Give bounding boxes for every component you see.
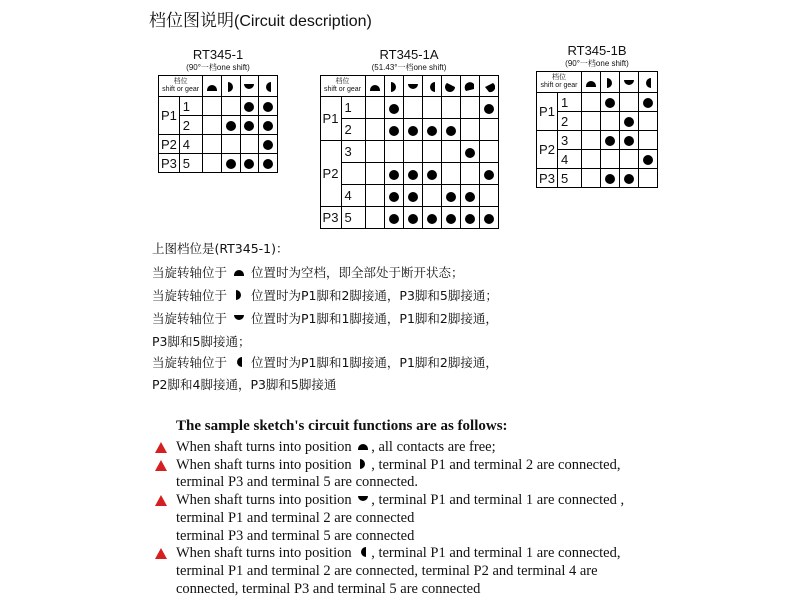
position-2-icon: [233, 289, 245, 301]
contact-cell: [441, 163, 460, 185]
position-3-icon: [233, 312, 245, 324]
en-item-2: [176, 457, 620, 473]
table-rt345-1b: [535, 44, 659, 188]
shaft-position-s1-icon: [206, 81, 218, 93]
table-row: [320, 97, 498, 119]
contact-dot: [624, 136, 634, 146]
cn-text: 当旋转轴位于: [152, 265, 228, 280]
contact-cell: [582, 93, 601, 112]
contact-dot: [465, 192, 475, 202]
table-name: RT345-1A: [379, 47, 439, 62]
contact-cell: [582, 169, 601, 188]
shaft-position-s4-icon: [642, 77, 654, 89]
shaft-position-s2-icon: [388, 81, 400, 93]
contact-dot: [263, 140, 273, 150]
table-row: [537, 131, 658, 150]
terminal-group-cell: P1: [159, 97, 180, 135]
en-item-2-cont: terminal P3 and terminal 5 are connected.: [176, 474, 418, 490]
table-subtitle: (90°一档one shift): [186, 63, 250, 72]
warning-triangle-icon: [155, 548, 167, 559]
contact-cell: [620, 169, 639, 188]
shaft-position-s3-icon: [407, 81, 419, 93]
contact-dot: [605, 136, 615, 146]
contact-cell: [582, 131, 601, 150]
contact-cell: [422, 163, 441, 185]
contact-cell: [422, 97, 441, 119]
terminal-group-cell: P1: [537, 93, 558, 131]
contact-cell: [403, 163, 422, 185]
symbol-cell: [601, 72, 620, 93]
header-cn: 档位: [173, 78, 188, 85]
contact-cell: [203, 97, 222, 116]
contact-dot: [263, 159, 273, 169]
position-4-icon: [357, 546, 369, 558]
terminal-group-cell: P3: [320, 207, 341, 229]
terminal-pos-cell: 4: [558, 150, 582, 169]
en-item-4-cont: terminal P1 and terminal 2 are connected, terminal P2 and terminal 4 are: [176, 563, 598, 579]
contact-cell: [479, 97, 498, 119]
contact-cell: [620, 131, 639, 150]
contact-dot: [446, 214, 456, 224]
contact-cell: [384, 163, 403, 185]
contact-cell: [479, 119, 498, 141]
contact-cell: [403, 141, 422, 163]
terminal-pos-cell: 5: [341, 207, 365, 229]
switch-table: [536, 71, 658, 188]
cn-line-5: P3脚和5脚接通；: [152, 334, 251, 349]
cn-line-4: [152, 311, 498, 326]
cn-text: 当旋转轴位于: [152, 288, 228, 303]
contact-cell: [240, 154, 259, 173]
contact-dot: [484, 170, 494, 180]
contact-dot: [624, 174, 634, 184]
shaft-position-s5-icon: [445, 81, 457, 93]
symbol-cell: [365, 76, 384, 97]
cn-line-3: [152, 288, 498, 303]
contact-cell: [639, 131, 658, 150]
en-text: , terminal P1 and terminal 2 are connected,: [371, 457, 621, 473]
table-subtitle: (51.43°一档one shift): [371, 63, 447, 72]
position-2-icon: [357, 458, 369, 470]
contact-dot: [389, 170, 399, 180]
terminal-pos-cell: 1: [179, 97, 202, 116]
shaft-position-s7-icon: [483, 81, 495, 93]
en-item-4: [176, 545, 620, 561]
contact-cell: [460, 141, 479, 163]
warning-triangle-icon: [155, 460, 167, 471]
terminal-group-cell: P2: [537, 131, 558, 169]
contact-cell: [479, 207, 498, 229]
cn-line-2: [152, 265, 464, 280]
terminal-pos-cell: 5: [558, 169, 582, 188]
cn-line-7: P2脚和4脚接通，P3脚和5脚接通: [152, 377, 337, 392]
contact-cell: [422, 141, 441, 163]
contact-dot: [624, 117, 634, 127]
en-text: When shaft turns into position: [176, 457, 352, 473]
warning-triangle-icon: [155, 442, 167, 453]
contact-dot: [389, 214, 399, 224]
contact-cell: [479, 163, 498, 185]
terminal-pos-cell: 1: [558, 93, 582, 112]
contact-cell: [460, 185, 479, 207]
contact-cell: [403, 97, 422, 119]
contact-cell: [203, 135, 222, 154]
en-text: When shaft turns into position: [176, 492, 352, 508]
contact-cell: [422, 207, 441, 229]
contact-cell: [441, 141, 460, 163]
contact-cell: [422, 185, 441, 207]
contact-cell: [620, 150, 639, 169]
contact-cell: [601, 169, 620, 188]
terminal-pos-cell: 3: [341, 141, 365, 163]
shaft-position-s4-icon: [426, 81, 438, 93]
header-cell: [537, 72, 582, 93]
terminal-pos-cell: 2: [179, 116, 202, 135]
table-row: [537, 93, 658, 112]
table-row: [320, 163, 498, 185]
contact-cell: [221, 154, 240, 173]
header-cn: 档位: [552, 74, 566, 81]
cn-text: 位置时为P1脚和2脚接通，P3脚和5脚接通；: [250, 288, 498, 303]
contact-dot: [408, 192, 418, 202]
table-name: RT345-1: [192, 47, 244, 62]
en-text: , terminal P1 and terminal 1 are connected ,: [371, 492, 625, 508]
shaft-position-s4-icon: [262, 81, 274, 93]
contact-dot: [605, 174, 615, 184]
contact-cell: [365, 141, 384, 163]
contact-dot: [244, 121, 254, 131]
shaft-position-s2-icon: [225, 81, 237, 93]
contact-dot: [263, 121, 273, 131]
contact-cell: [384, 97, 403, 119]
contact-cell: [422, 119, 441, 141]
contact-dot: [263, 102, 273, 112]
warning-triangle-icon: [155, 495, 167, 506]
terminal-pos-cell: 1: [341, 97, 365, 119]
position-4-icon: [233, 356, 245, 368]
symbol-cell: [259, 76, 278, 97]
symbol-cell: [460, 76, 479, 97]
contact-cell: [240, 116, 259, 135]
contact-cell: [639, 112, 658, 131]
shaft-position-s6-icon: [464, 81, 476, 93]
table-rt345-1a: [318, 48, 500, 229]
terminal-pos-cell: 4: [341, 185, 365, 207]
contact-dot: [226, 159, 236, 169]
contact-cell: [639, 169, 658, 188]
symbol-cell: [203, 76, 222, 97]
contact-dot: [408, 170, 418, 180]
table-row: [320, 119, 498, 141]
table-row: [159, 135, 278, 154]
title-en: (Circuit description): [234, 13, 372, 30]
contact-cell: [441, 185, 460, 207]
cn-text: 位置时为P1脚和1脚接通，P1脚和2脚接通，: [250, 311, 498, 326]
contact-cell: [384, 185, 403, 207]
contact-dot: [408, 214, 418, 224]
table-row: [320, 185, 498, 207]
header-cn: 档位: [335, 78, 350, 85]
symbol-cell: [582, 72, 601, 93]
contact-dot: [465, 214, 475, 224]
contact-cell: [403, 185, 422, 207]
contact-dot: [244, 102, 254, 112]
symbol-cell: [441, 76, 460, 97]
switch-table: [158, 75, 278, 173]
header-en: shift or gear: [162, 86, 200, 93]
terminal-pos-cell: 3: [558, 131, 582, 150]
contact-cell: [259, 116, 278, 135]
title-cn: 档位图说明: [149, 11, 234, 31]
contact-dot: [427, 214, 437, 224]
symbol-cell: [403, 76, 422, 97]
contact-cell: [403, 207, 422, 229]
contact-cell: [365, 97, 384, 119]
table-rt345-1: [158, 48, 278, 173]
cn-text: 当旋转轴位于: [152, 355, 228, 370]
table-subtitle: (90°一档one shift): [565, 59, 629, 68]
contact-cell: [384, 207, 403, 229]
contact-cell: [221, 116, 240, 135]
en-item-4-cont: connected, terminal P3 and terminal 5 are connected: [176, 581, 481, 597]
en-item-3-cont: terminal P3 and terminal 5 are connected: [176, 528, 415, 544]
shaft-position-s1-icon: [369, 81, 381, 93]
contact-cell: [365, 185, 384, 207]
en-item-3-cont: terminal P1 and terminal 2 are connected: [176, 510, 415, 526]
contact-cell: [460, 207, 479, 229]
table-row: [159, 97, 278, 116]
contact-cell: [639, 150, 658, 169]
contact-cell: [441, 97, 460, 119]
contact-cell: [479, 185, 498, 207]
position-1-icon: [357, 440, 369, 452]
contact-cell: [620, 93, 639, 112]
contact-cell: [403, 119, 422, 141]
contact-cell: [601, 112, 620, 131]
contact-cell: [221, 97, 240, 116]
contact-dot: [427, 170, 437, 180]
contact-cell: [460, 97, 479, 119]
shaft-position-s3-icon: [243, 81, 255, 93]
contact-dot: [605, 98, 615, 108]
page-title: [149, 6, 372, 31]
contact-dot: [389, 126, 399, 136]
contact-cell: [460, 163, 479, 185]
contact-cell: [259, 97, 278, 116]
contact-dot: [389, 104, 399, 114]
contact-dot: [427, 126, 437, 136]
terminal-pos-cell: 2: [558, 112, 582, 131]
contact-cell: [601, 93, 620, 112]
contact-dot: [446, 192, 456, 202]
terminal-group-cell: P3: [537, 169, 558, 188]
switch-table: [320, 75, 499, 229]
header-en: shift or gear: [540, 82, 578, 89]
contact-cell: [620, 112, 639, 131]
terminal-group-cell: P1: [320, 97, 341, 141]
contact-cell: [240, 97, 259, 116]
contact-dot: [643, 155, 653, 165]
contact-cell: [259, 154, 278, 173]
symbol-cell: [479, 76, 498, 97]
contact-cell: [639, 93, 658, 112]
table-name: RT345-1B: [567, 43, 627, 58]
contact-dot: [408, 126, 418, 136]
en-text: When shaft turns into position: [176, 545, 352, 561]
contact-cell: [601, 131, 620, 150]
contact-cell: [365, 207, 384, 229]
table-row: [159, 154, 278, 173]
contact-cell: [221, 135, 240, 154]
symbol-cell: [221, 76, 240, 97]
contact-cell: [203, 116, 222, 135]
terminal-group-cell: P2: [320, 141, 341, 207]
header-cell: [159, 76, 203, 97]
header-cell: [320, 76, 365, 97]
contact-dot: [226, 121, 236, 131]
header-en: shift or gear: [324, 86, 361, 93]
contact-dot: [389, 192, 399, 202]
cn-text: 位置时为P1脚和1脚接通，P1脚和2脚接通，: [250, 355, 498, 370]
terminal-pos-cell: [341, 163, 365, 185]
terminal-pos-cell: 5: [179, 154, 202, 173]
contact-dot: [465, 148, 475, 158]
shaft-position-s3-icon: [623, 77, 635, 89]
terminal-group-cell: P3: [159, 154, 180, 173]
cn-line-1: 上图档位是(RT345-1)：: [152, 241, 289, 256]
terminal-group-cell: P2: [159, 135, 180, 154]
shaft-position-s2-icon: [604, 77, 616, 89]
table-row: [537, 169, 658, 188]
contact-dot: [484, 214, 494, 224]
contact-cell: [365, 163, 384, 185]
position-1-icon: [233, 266, 245, 278]
symbol-cell: [240, 76, 259, 97]
symbol-cell: [639, 72, 658, 93]
contact-cell: [441, 207, 460, 229]
symbol-cell: [620, 72, 639, 93]
contact-cell: [582, 150, 601, 169]
contact-cell: [259, 135, 278, 154]
cn-text: 当旋转轴位于: [152, 311, 228, 326]
symbol-cell: [422, 76, 441, 97]
contact-cell: [203, 154, 222, 173]
en-item-3: [176, 492, 624, 508]
en-heading: The sample sketch's circuit functions are as follows:: [176, 418, 508, 434]
symbol-cell: [384, 76, 403, 97]
table-row: [320, 207, 498, 229]
en-item-1: [176, 439, 496, 455]
contact-cell: [479, 141, 498, 163]
cn-text: 位置时为空档，即全部处于断开状态；: [250, 265, 464, 280]
shaft-position-s1-icon: [585, 77, 597, 89]
contact-cell: [365, 119, 384, 141]
contact-cell: [601, 150, 620, 169]
contact-cell: [384, 141, 403, 163]
terminal-pos-cell: 2: [341, 119, 365, 141]
contact-dot: [643, 98, 653, 108]
en-text: When shaft turns into position: [176, 439, 352, 455]
contact-cell: [384, 119, 403, 141]
contact-cell: [240, 135, 259, 154]
contact-dot: [484, 104, 494, 114]
position-3-icon: [357, 493, 369, 505]
contact-cell: [582, 112, 601, 131]
contact-cell: [441, 119, 460, 141]
table-row: [320, 141, 498, 163]
terminal-pos-cell: 4: [179, 135, 202, 154]
contact-dot: [244, 159, 254, 169]
contact-cell: [460, 119, 479, 141]
cn-line-6: [152, 355, 498, 370]
en-text: , terminal P1 and terminal 1 are connected,: [371, 545, 621, 561]
en-text: , all contacts are free;: [371, 439, 496, 455]
contact-dot: [446, 126, 456, 136]
